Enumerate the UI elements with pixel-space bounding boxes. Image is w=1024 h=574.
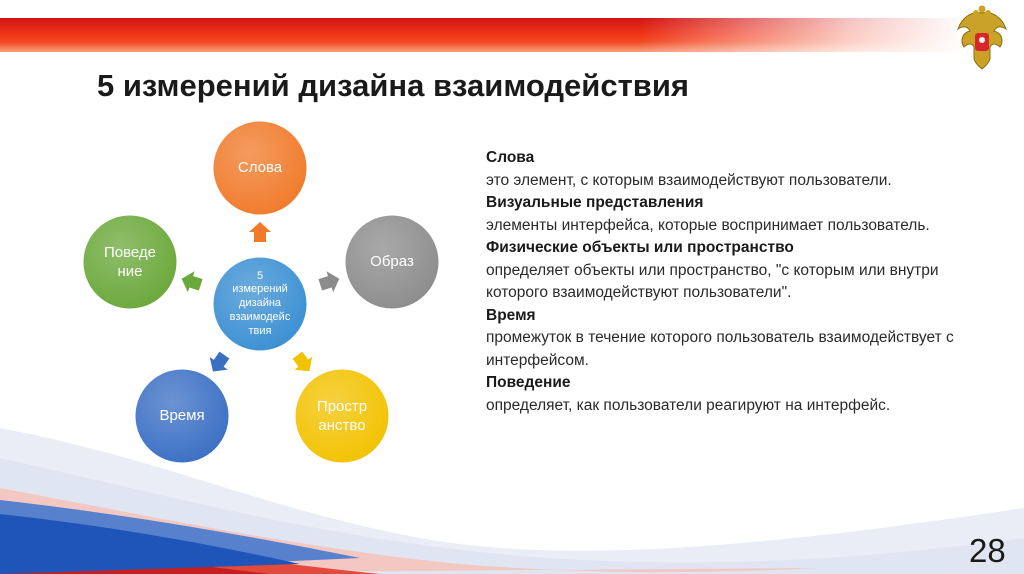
center-label bbox=[217, 261, 303, 347]
circle-label-line: анство bbox=[318, 417, 366, 434]
dimension-label bbox=[139, 373, 225, 459]
circle-label-line: взаимодейс bbox=[229, 310, 291, 323]
description-term: Время bbox=[486, 306, 536, 324]
arrow-icon bbox=[317, 268, 343, 295]
page-number: 28 bbox=[969, 532, 1006, 569]
description-term: Поведение bbox=[486, 374, 571, 391]
description-definition: это элемент, с которым взаимодействуют пользователи. bbox=[486, 171, 892, 189]
circle-label-line: Поведе bbox=[103, 243, 157, 261]
circle-label-line: Простр bbox=[316, 397, 368, 415]
slide-title: 5 измерений дизайна взаимодействия bbox=[97, 68, 689, 103]
circle-label-line: твия bbox=[248, 324, 272, 337]
dimension-label bbox=[87, 219, 173, 305]
dimension-label bbox=[299, 373, 385, 459]
descriptions-list bbox=[486, 147, 986, 417]
description-definition: промежуток в течение которого пользователь взаимодействует с интерфейсом. bbox=[486, 329, 954, 369]
circle-label-line: ние bbox=[117, 263, 143, 280]
circle-label-line: Время bbox=[159, 407, 205, 425]
description-term: Визуальные представления bbox=[486, 194, 704, 211]
arrow-icon bbox=[249, 222, 271, 242]
circle-label-line: Образ bbox=[370, 253, 414, 271]
description-definition: элементы интерфейса, которые воспринимает пользователь. bbox=[486, 216, 930, 234]
dimension-label bbox=[349, 219, 435, 305]
circle-label-line: дизайна bbox=[238, 297, 282, 310]
circle-label-line: 5 bbox=[256, 269, 264, 282]
description-definition: определяет объекты или пространство, "с которым или внутри которого взаимодействуют пользователи". bbox=[486, 261, 939, 301]
arrow-icon bbox=[178, 268, 204, 295]
description-definition: определяет, как пользователи реагируют на интерфейс. bbox=[486, 396, 891, 414]
circle-label-line: измерений bbox=[232, 283, 288, 296]
dimension-label bbox=[217, 125, 303, 211]
description-term: Слова bbox=[486, 149, 535, 166]
description-term: Физические объекты или пространство bbox=[486, 239, 794, 256]
circle-label-line: Слова bbox=[237, 159, 283, 177]
coat-of-arms-icon bbox=[950, 3, 1014, 75]
